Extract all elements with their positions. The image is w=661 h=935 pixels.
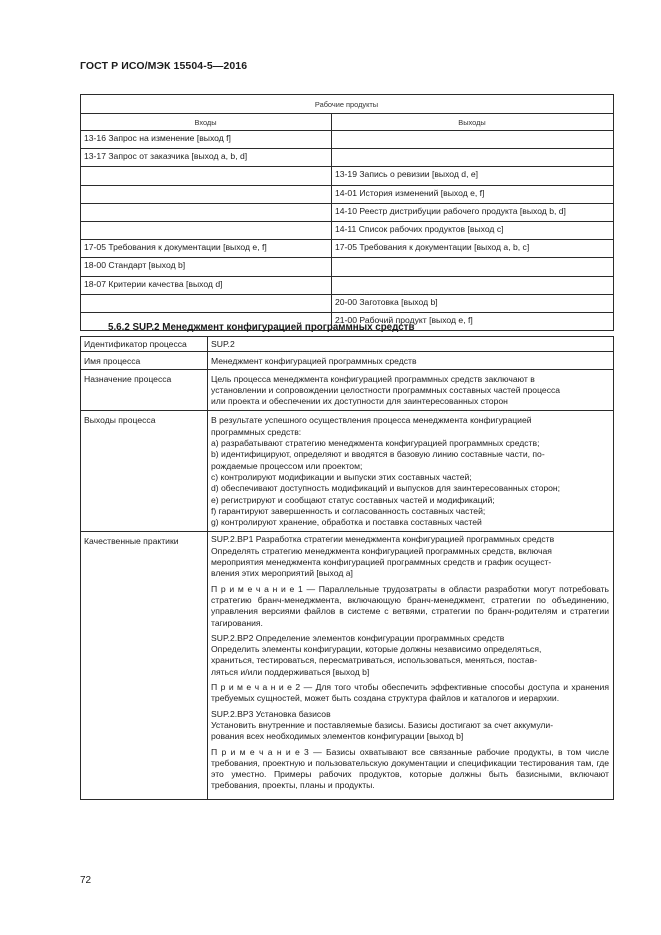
outcome-item: рождаемые процессом или проектом;: [211, 460, 363, 471]
base-practice: [211, 709, 609, 743]
note-label: П р и м е ч а н и е 3: [211, 746, 309, 757]
process-table: [80, 336, 614, 800]
table-row: [81, 276, 614, 294]
output-cell: 14-10 Реестр дистрибуции рабочего продукта [выход b, d]: [332, 203, 614, 221]
output-cell: 14-01 История изменений [выход e, f]: [332, 185, 614, 203]
output-cell: 14-11 Список рабочих продуктов [выход c]: [332, 221, 614, 239]
process-practices-label: Качественные практики: [81, 532, 208, 799]
note-text: [211, 584, 609, 629]
process-id-value: SUP.2: [208, 337, 614, 352]
process-practices-list: [208, 532, 614, 799]
document-header: ГОСТ Р ИСО/МЭК 15504-5—2016: [80, 60, 248, 72]
output-cell: 13-19 Запись о ревизии [выход d, e]: [332, 167, 614, 185]
table-header-row: [81, 114, 614, 131]
purpose-line: или проекта и обеспечении их доступности для заинтересованных сторон: [211, 396, 508, 407]
process-name-label: Имя процесса: [81, 352, 208, 369]
page-number: 72: [80, 875, 92, 886]
note-body: — Базисы охватывают все связанные рабочие продукты, в том числе требования, проектную и пользовательскую документации и спецификации тестирования там, где это уместно. Примеры рабочих продуктов, которые должны быть базисными, включают требования, проекты, планы и продукты.: [211, 746, 610, 791]
output-cell: [332, 149, 614, 167]
input-cell: 13-17 Запрос от заказчика [выход a, b, d]: [81, 149, 332, 167]
work-products-table: [80, 94, 614, 331]
process-outcomes-label: Выходы процесса: [81, 411, 208, 532]
input-cell: 17-05 Требования к документации [выход e, f]: [81, 240, 332, 258]
table-row: [81, 532, 614, 799]
outcome-item: В результате успешного осуществления процесса менеджмента конфигурацией: [211, 415, 532, 426]
table-row: [81, 131, 614, 149]
table-caption: Рабочие продукты: [81, 95, 614, 114]
outcome-item: e) регистрируют и сообщают статус составных частей и модификаций;: [211, 494, 495, 505]
outcome-item: программных средств:: [211, 426, 302, 437]
note: [211, 747, 609, 792]
note-body: — Для того чтобы обеспечить эффективные способы доступа и хранения требуемых сущностей, может быть создана структура файлов и каталогов и иерархии.: [211, 682, 610, 704]
base-practice-text: Определить элементы конфигурации, которые должны независимо определяться,: [211, 644, 542, 655]
base-practice-title: SUP.2.BP2 Определение элементов конфигурации программных средств: [211, 632, 505, 643]
input-cell: [81, 167, 332, 185]
base-practice-title: SUP.2.BP1 Разработка стратегии менеджмента конфигурацией программных средств: [211, 534, 555, 545]
input-cell: [81, 185, 332, 203]
table-row: [81, 337, 614, 352]
base-practice-title: SUP.2.BP3 Установка базисов: [211, 708, 331, 719]
outcome-item: d) обеспечивают доступность модификаций и выпусков для заинтересованных сторон;: [211, 483, 561, 494]
column-header-inputs: Входы: [81, 114, 332, 131]
output-cell: [332, 131, 614, 149]
column-header-outputs: Выходы: [332, 114, 614, 131]
table-row: [81, 369, 614, 411]
base-practice-text: ляться и/или поддерживаться [выход b]: [211, 666, 370, 677]
table-row: [81, 185, 614, 203]
input-cell: 13-16 Запрос на изменение [выход f]: [81, 131, 332, 149]
note: [211, 584, 609, 629]
input-cell: 18-07 Критерии качества [выход d]: [81, 276, 332, 294]
section-heading: 5.6.2 SUP.2 Менеджмент конфигурацией программных средств: [108, 322, 415, 333]
process-outcomes-list: [208, 411, 614, 532]
note: [211, 682, 609, 705]
outcome-item: a) разрабатывают стратегию менеджмента конфигурацией программных средств;: [211, 438, 540, 449]
base-practice-text: храниться, тестироваться, пересматриваться, использоваться, меняться, постав-: [211, 655, 538, 666]
output-cell: [332, 276, 614, 294]
output-cell: [332, 258, 614, 276]
table-row: [81, 240, 614, 258]
process-id-label: Идентификатор процесса: [81, 337, 208, 352]
table-row: [81, 411, 614, 532]
base-practice: [211, 534, 609, 579]
table-row: [81, 203, 614, 221]
base-practice-text: вления этих мероприятий [выход a]: [211, 568, 353, 579]
output-cell: 20-00 Заготовка [выход b]: [332, 294, 614, 312]
input-cell: [81, 203, 332, 221]
note-text: [211, 747, 609, 792]
input-cell: 18-00 Стандарт [выход b]: [81, 258, 332, 276]
output-cell: 21-00 Рабочий продукт [выход e, f]: [332, 312, 614, 330]
process-purpose-text: [208, 369, 614, 411]
outcome-item: f) гарантируют завершенность и согласованность составных частей;: [211, 505, 486, 516]
table-row: [81, 149, 614, 167]
table-row: [81, 294, 614, 312]
output-cell: 17-05 Требования к документации [выход a, b, c]: [332, 240, 614, 258]
note-text: [211, 682, 609, 705]
base-practice-text: Установить внутренние и поставляемые базисы. Базисы достигают за счет аккумули-: [211, 719, 554, 730]
outcome-item: c) контролируют модификации и выпуски этих составных частей;: [211, 471, 472, 482]
note-label: П р и м е ч а н и е 2: [211, 682, 301, 693]
table-row: [81, 352, 614, 369]
purpose-line: установлении и сопровождении целостности программных составных частей процесса: [211, 384, 561, 395]
base-practice-text: мероприятия менеджмента конфигурацией программных средств и график осущест-: [211, 557, 552, 568]
note-label: П р и м е ч а н и е 1: [211, 583, 303, 594]
process-name-value: Менеджмент конфигурацией программных средств: [208, 352, 614, 369]
base-practice: [211, 633, 609, 678]
outcome-item: b) идентифицируют, определяют и вводятся в базовую линию составные части, по-: [211, 449, 545, 460]
input-cell: [81, 294, 332, 312]
process-purpose-label: Назначение процесса: [81, 369, 208, 411]
note-body: — Параллельные трудозатраты в области разработки могут потребовать стратегию бранч-менеджмента, включающую бранч-менеджмент, стратегии по объединению, управления версиями файлов в системе с ветвями, стратегии по бранч-родителям и стратегии тагирования.: [211, 583, 609, 628]
outcome-item: g) контролируют хранение, обработка и поставка составных частей: [211, 517, 482, 528]
base-practice-text: рования всех необходимых элементов конфигурации [выход b]: [211, 731, 464, 742]
table-row: [81, 221, 614, 239]
purpose-line: Цель процесса менеджмента конфигурацией программных средств заключают в: [211, 373, 535, 384]
table-row: [81, 167, 614, 185]
base-practice-text: Определять стратегию менеджмента конфигурацией программных средств, включая: [211, 545, 552, 556]
table-row: [81, 258, 614, 276]
input-cell: [81, 221, 332, 239]
table-caption-row: [81, 95, 614, 114]
